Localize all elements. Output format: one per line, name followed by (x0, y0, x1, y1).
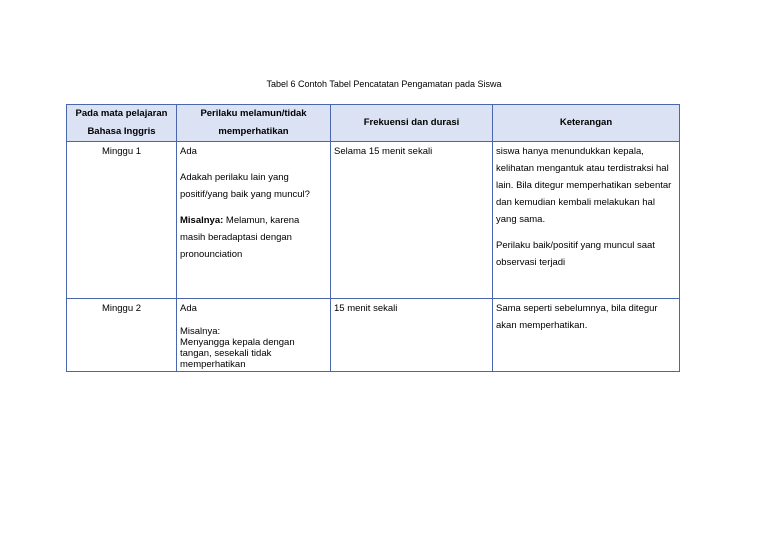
example-label: Misalnya: (180, 215, 224, 226)
frequency-cell: 15 menit sekali (331, 299, 493, 372)
note-text-positive: Perilaku baik/positif yang muncul saat observasi terjadi (496, 240, 655, 268)
header-frequency: Frekuensi dan durasi (331, 105, 493, 142)
table-row (67, 142, 680, 299)
behavior-question: Adakah perilaku lain yang positif/yang baik yang muncul? (180, 172, 310, 200)
notes-cell (493, 142, 680, 299)
behavior-example (180, 212, 327, 263)
example-label: Misalnya: (180, 326, 221, 337)
note-text: Sama seperti sebelumnya, bila ditegur akan memperhatikan. (496, 303, 658, 331)
frequency-cell: Selama 15 menit sekali (331, 142, 493, 299)
example-text: Menyangga kepala dengan tangan, sesekali tidak memperhatikan (180, 337, 295, 370)
example-text: Melamun, karena masih beradaptasi dengan pronounciation (180, 215, 300, 260)
behavior-cell (177, 299, 331, 372)
header-behavior: Perilaku melamun/tidak memperhatikan (177, 105, 331, 142)
observation-table (66, 104, 680, 372)
note-text: siswa hanya menundukkan kepala, kelihatan mengantuk atau terdistraksi hal lain. Bila ditegur memperhatikan sebentar dan kemudian kembali melakukan hal yang sama. (496, 146, 672, 225)
header-subject: Pada mata pelajaran Bahasa Inggris (67, 105, 177, 142)
table-row (67, 299, 680, 372)
table-header-row (67, 105, 680, 142)
header-notes: Keterangan (493, 105, 680, 142)
behavior-cell (177, 142, 331, 299)
behavior-status: Ada (180, 146, 197, 157)
table-caption: Tabel 6 Contoh Tabel Pencatatan Pengamatan pada Siswa (266, 79, 502, 89)
week-cell: Minggu 2 (67, 299, 177, 372)
notes-cell (493, 299, 680, 372)
week-cell: Minggu 1 (67, 142, 177, 299)
behavior-status: Ada (180, 303, 197, 314)
